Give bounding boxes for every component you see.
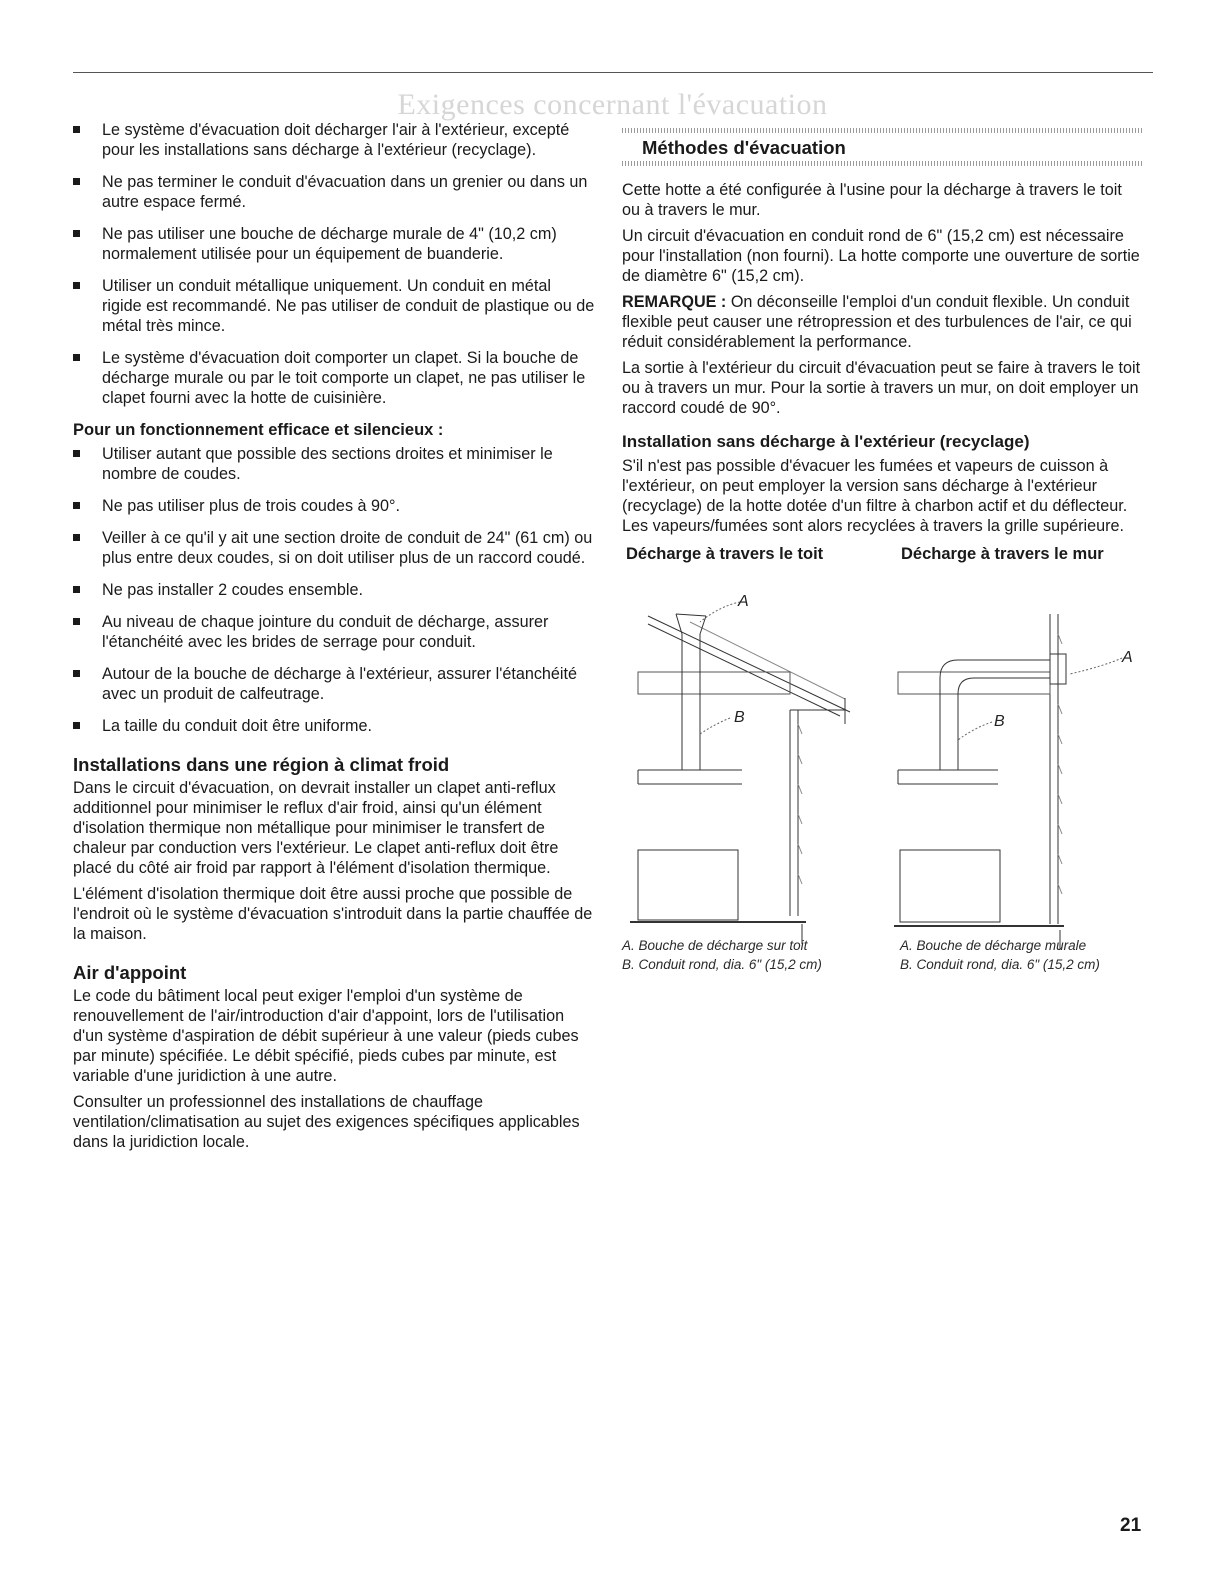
wall-diagram — [894, 594, 1144, 954]
cold-climate-paragraph-2: L'élément d'isolation thermique doit être aussi proche que possible de l'endroit où le système d'évacuation s'introduit dans la partie chauffée de la maison. — [73, 885, 593, 943]
list-item: Ne pas utiliser une bouche de décharge murale de 4" (10,2 cm) normalement utilisée pour un équipement de buanderie. — [73, 224, 595, 264]
list-item: Utiliser autant que possible des sections droites et minimiser le nombre de coudes. — [73, 444, 595, 484]
roof-diagram-title: Décharge à travers le toit — [626, 545, 824, 563]
roof-vent-illustration — [630, 594, 870, 954]
roof-diagram — [630, 594, 870, 954]
makeup-air-heading: Air d'appoint — [73, 962, 187, 983]
methods-paragraph-1: Cette hotte a été configurée à l'usine pour la décharge à travers le toit ou à travers le mur. — [622, 181, 1122, 219]
makeup-air-paragraph-2: Consulter un professionnel des installations de chauffage ventilation/climatisation au sujet des exigences spécifiques applicables dans la juridiction locale. — [73, 1093, 580, 1151]
hatch-rule-bottom — [622, 161, 1142, 166]
cold-climate-paragraph-1: Dans le circuit d'évacuation, on devrait installer un clapet anti-reflux additionnel pour minimiser le reflux d'air froid, ainsi qu'un élément d'isolation thermique non métallique pour minimiser le transfert de chaleur par conduction vers l'extérieur. Le clapet anti-reflux doit être placé du côté air froid par rapport à l'élément d'isolation thermique. — [73, 779, 559, 877]
list-item: Autour de la bouche de décharge à l'extérieur, assurer l'étanchéité avec un produit de calfeutrage. — [73, 664, 595, 704]
wall-caption-a: A. Bouche de décharge murale — [900, 938, 1087, 953]
list-item: Le système d'évacuation doit décharger l'air à l'extérieur, excepté pour les installations sans décharge à l'extérieur (recyclage). — [73, 120, 595, 160]
wall-label-a: A — [1122, 649, 1133, 666]
list-item: Le système d'évacuation doit comporter un clapet. Si la bouche de décharge murale ou par le toit comporte un clapet, ne pas utiliser le clapet fourni avec la hotte de cuisinière. — [73, 348, 595, 408]
roof-label-b: B — [734, 709, 745, 726]
efficient-list — [73, 444, 595, 736]
requirements-list — [73, 120, 595, 408]
wall-caption-b: B. Conduit rond, dia. 6" (15,2 cm) — [900, 957, 1100, 972]
hatch-rule-top — [622, 128, 1142, 133]
list-item: La taille du conduit doit être uniforme. — [73, 716, 595, 736]
page-number: 21 — [1120, 1515, 1142, 1536]
methods-heading: Méthodes d'évacuation — [642, 137, 846, 158]
makeup-air-paragraph-1: Le code du bâtiment local peut exiger l'emploi d'un système de renouvellement de l'air/introduction d'air d'appoint, lors de l'utilisation d'un système d'aspiration de débit supérieur à une valeur (pieds cubes par minute) spécifiée. Le débit spécifié, pieds cubes par minute, est variable d'une juridiction à une autre. — [73, 987, 579, 1085]
roof-label-a: A — [738, 594, 749, 610]
remark-label: REMARQUE : — [622, 293, 727, 311]
roof-caption-b: B. Conduit rond, dia. 6" (15,2 cm) — [622, 957, 822, 972]
diagram-titles — [622, 544, 1142, 564]
wall-label-b: B — [994, 713, 1005, 730]
wall-diagram-title: Décharge à travers le mur — [901, 545, 1104, 563]
left-column — [73, 120, 595, 1158]
list-item: Veiller à ce qu'il y ait une section droite de conduit de 24" (61 cm) ou plus entre deux coudes, si on doit utiliser plus de un raccord coudé. — [73, 528, 595, 568]
list-item: Utiliser un conduit métallique uniquement. Un conduit en métal rigide est recommandé. Ne pas utiliser de conduit de plastique ou de métal très mince. — [73, 276, 595, 336]
recycling-heading: Installation sans décharge à l'extérieur (recyclage) — [622, 432, 1030, 451]
methods-paragraph-2: Un circuit d'évacuation en conduit rond de 6" (15,2 cm) est nécessaire pour l'installation (non fourni). La hotte comporte une ouverture de sortie de diamètre 6" (15,2 cm). — [622, 227, 1140, 285]
top-rule — [73, 72, 1153, 73]
cold-climate-heading: Installations dans une région à climat froid — [73, 754, 450, 775]
list-item: Ne pas utiliser plus de trois coudes à 90°. — [73, 496, 595, 516]
roof-captions — [622, 936, 892, 974]
roof-caption-a: A. Bouche de décharge sur toit — [622, 938, 808, 953]
page-title: Exigences concernant l'évacuation — [397, 88, 828, 121]
remark-paragraph — [622, 292, 1142, 352]
wall-captions — [900, 936, 1150, 974]
wall-vent-illustration — [894, 594, 1144, 954]
diagrams — [622, 564, 1142, 984]
efficient-heading: Pour un fonctionnement efficace et silencieux : — [73, 421, 444, 439]
list-item: Ne pas installer 2 coudes ensemble. — [73, 580, 595, 600]
recycling-paragraph: S'il n'est pas possible d'évacuer les fumées et vapeurs de cuisson à l'extérieur, on peut employer la version sans décharge à l'extérieur (recyclage) de la hotte dotée d'un filtre à charbon actif et du déflecteur. Les vapeurs/fumées sont alors recyclées à travers la grille supérieure. — [622, 457, 1128, 535]
right-column — [622, 128, 1142, 984]
remark-text: On déconseille l'emploi d'un conduit flexible. Un conduit flexible peut causer une rétropression et des turbulences de l'air, ce qui réduit considérablement la performance. — [622, 293, 1132, 351]
list-item: Au niveau de chaque jointure du conduit de décharge, assurer l'étanchéité avec les brides de serrage pour conduit. — [73, 612, 595, 652]
methods-paragraph-3: La sortie à l'extérieur du circuit d'évacuation peut se faire à travers le toit ou à travers un mur. Pour la sortie à travers un mur, on doit employer un raccord coudé de 90°. — [622, 359, 1141, 417]
list-item: Ne pas terminer le conduit d'évacuation dans un grenier ou dans un autre espace fermé. — [73, 172, 595, 212]
